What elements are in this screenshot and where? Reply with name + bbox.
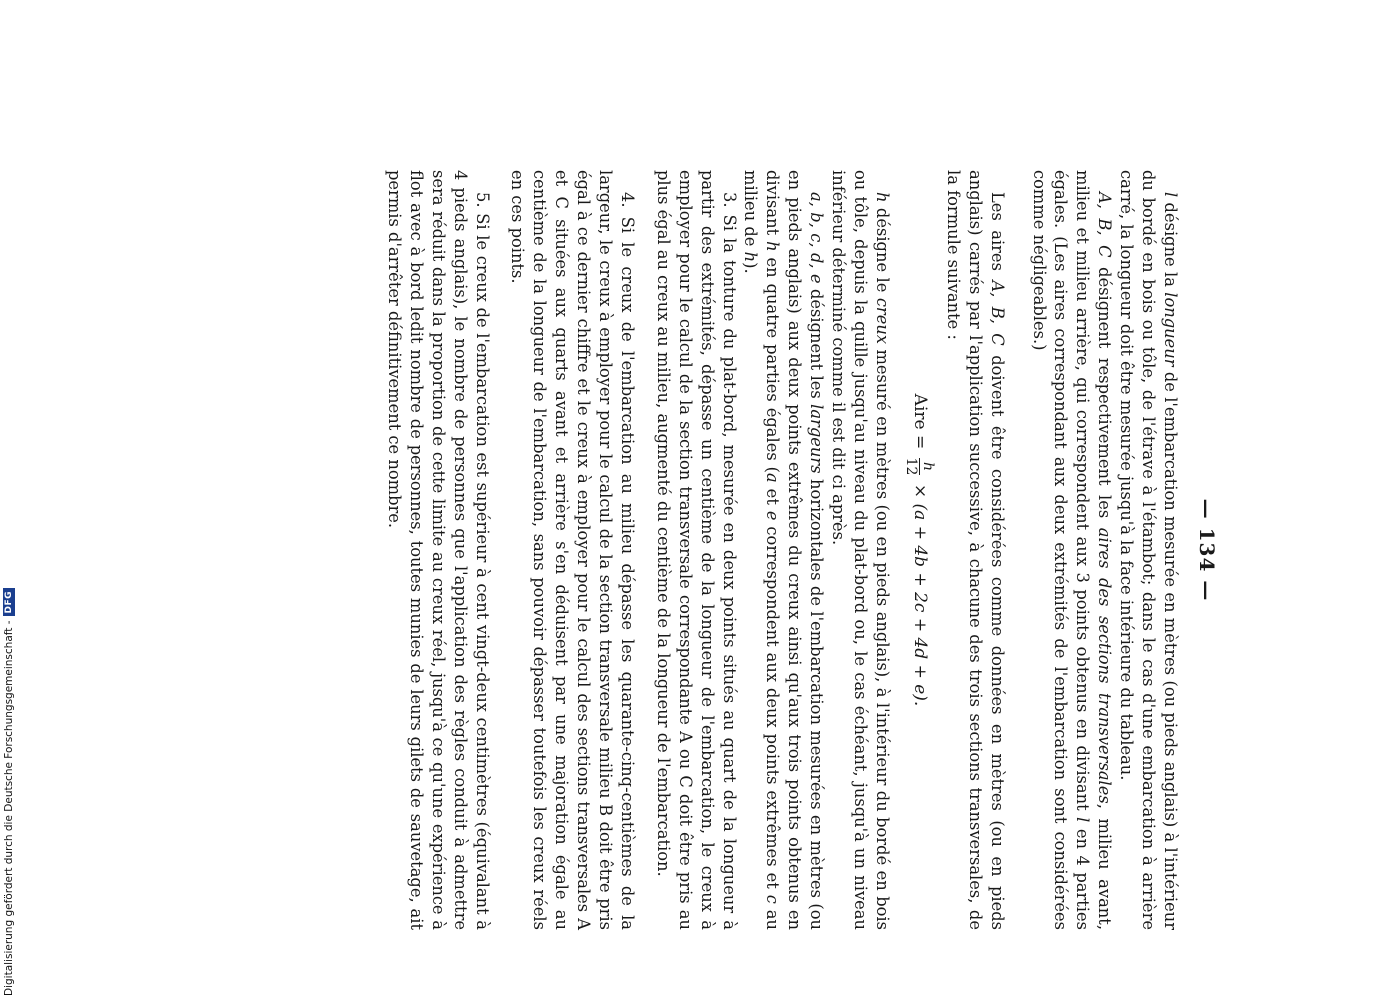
math-symbol: c — [763, 894, 783, 904]
math-symbol: a, b, c, d, e — [807, 192, 827, 284]
text-run: et — [763, 482, 783, 511]
math-symbol: l — [1161, 192, 1180, 198]
math-symbol: h — [872, 192, 892, 203]
text-run: correspondent aux deux points extrêmes et — [763, 520, 783, 895]
formula — [903, 170, 936, 930]
math-symbol: a — [763, 473, 783, 483]
formula-rhs: × (a + 4b + 2c + 4d + e). — [909, 483, 930, 707]
paragraph-formule-intro — [942, 170, 1008, 930]
text-run: au milieu de — [741, 170, 783, 930]
text-run: désignent respectivement les — [1095, 257, 1115, 528]
digitization-credit — [3, 588, 15, 996]
text-run: de l'embarcation mesurée en mètres (ou pieds anglais) à l'intérieur du bordé en bois ou tôle, de l'étrave à l'étambot; dans le cas d'une embarcation à arrière carré, la longueur doit être mesurée jusqu'à la face intérieure du tableau. — [1117, 170, 1180, 930]
paragraph-largeurs — [740, 170, 828, 930]
text-run: ). — [741, 262, 761, 274]
formula-fraction — [903, 458, 936, 476]
text-run: désigne le — [872, 202, 892, 298]
paragraph-4-creux-milieu: 4. Si le creux de l'embarcation au milieu dépasse les quarante-cinq-centièmes de la largeur, le creux à employer pour le calcul de la section transversale milieu B doit être pris égal à ce dernier chiffre et le creux à employer pour le calcul des sections transversales A et C situées aux quarts avant et arrière s'en déduisent par une majoration égale au centième de la longueur de l'embarcation, sans pouvoir dépasser toutefois les creux réels en ces points. — [508, 170, 637, 930]
rotated-text-block — [327, 170, 1217, 930]
emphasis: largeurs — [807, 404, 827, 474]
emphasis: aires des sections transversales — [1095, 527, 1115, 804]
paragraph-creux — [827, 170, 893, 930]
text-run: , milieu avant, milieu et milieu arrière, qui correspondent aux 3 points obtenus en divisant — [1073, 170, 1115, 930]
text-run: doivent être considérées comme données en mètres (ou en pieds anglais) carrés par l'application successive, à chacune des trois sections transversales, de la formule suivante : — [943, 170, 1007, 930]
text-run: en quatre parties égales ( — [763, 251, 783, 474]
text-run: en 4 parties égales. (Les aires correspondant aux deux extrémités de l'embarcation sont considérées comme négligeables.) — [1029, 170, 1093, 930]
paragraph-3-tonture: 3. Si la tonture du plat-bord, mesurée en deux points situés au quart de la longueur à partir des extrémités, dépasse un centième de la longueur de l'embarcation, le creux à employer pour le calcul de la section transversale correspondante A ou C doit être pris au plus égal au creux au milieu, augmenté du centième de la longueur de l'embarcation. — [653, 170, 739, 930]
math-symbol: h — [763, 241, 783, 252]
text-run: désignent les — [807, 283, 827, 405]
emphasis: creux — [872, 297, 892, 345]
math-symbol: A, B, C — [987, 280, 1007, 346]
text-run: mesuré en mètres (ou en pieds anglais), à l'intérieur du bordé en bois ou tôle, depuis la quille jusqu'au niveau du plat-bord ou, le cas échéant, jusqu'à un niveau inférieur déterminé comme il est dit ci après. — [829, 170, 892, 930]
page-number: — 134 — — [1195, 498, 1219, 602]
paragraph-longueur — [1115, 170, 1181, 930]
math-symbol: e — [763, 510, 783, 521]
text-run: désigne la — [1161, 197, 1180, 293]
text-run: horizontales de l'embarcation mesurées en mètres (ou en pieds anglais) aux deux points extrêmes du creux ainsi qu'aux trois points obtenus en divisant — [763, 170, 827, 930]
dfg-logo: DFG — [3, 588, 15, 617]
math-symbol: A, B, C — [1095, 192, 1115, 258]
math-symbol: l — [1073, 817, 1093, 823]
formula-numerator: h — [919, 458, 936, 476]
math-symbol: h — [741, 251, 761, 263]
paragraph-aires — [1028, 170, 1116, 930]
emphasis: longueur — [1161, 292, 1180, 367]
text-run: Les aires — [987, 192, 1007, 281]
paragraph-5-creux-superieur: 5. Si le creux de l'embarcation est supérieur à cent vingt-deux centimètres (équivalant à 4 pieds anglais), le nombre de personnes que l'application des règles conduit à admettre sera réduit dans la proportion de cette limite au creux réel, jusqu'à ce qu'une expérience à flot avec à bord ledit nombre de personnes, toutes munies de leurs gilets de sauvetage, ait permis d'arrêter définitivement ce nombre. — [384, 170, 492, 930]
credit-text: Digitalisierung gefördert durch die Deutsche Forschungsgemeinschaft - — [3, 620, 15, 996]
formula-denominator: 12 — [902, 457, 919, 476]
formula-lhs: Aire = — [909, 393, 930, 450]
